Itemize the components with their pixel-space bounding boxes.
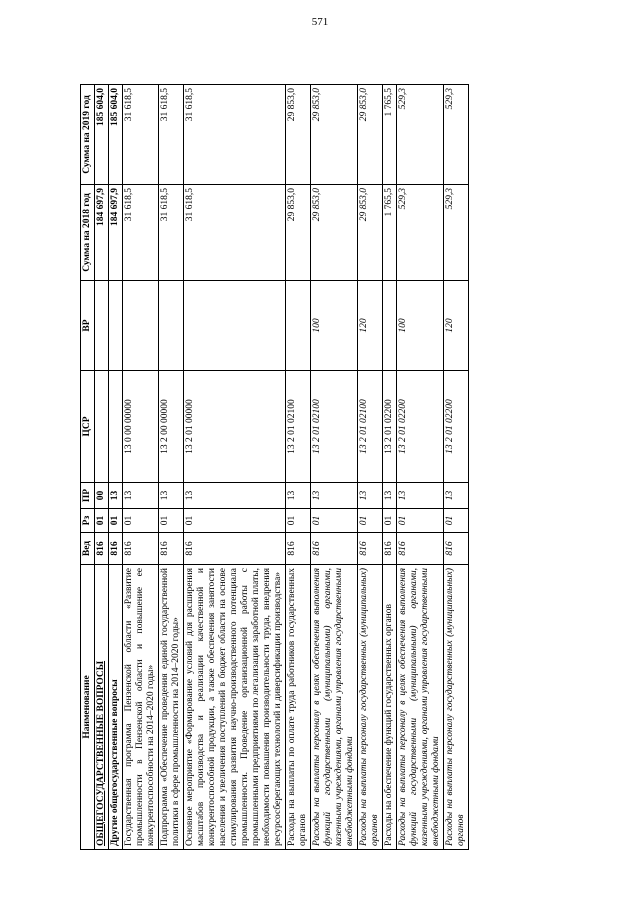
budget-table-container: [80, 85, 570, 850]
cell-ved: 816: [286, 533, 311, 565]
table-row: [311, 85, 358, 850]
cell-pr: 13: [311, 483, 358, 509]
table-row: [109, 85, 123, 850]
cell-ved: 816: [159, 533, 184, 565]
cell-sum-2019: 29 853,0: [358, 85, 383, 185]
cell-ved: 816: [444, 533, 469, 565]
cell-rz: 01: [444, 509, 469, 533]
cell-csr: 13 2 01 00000: [184, 371, 286, 483]
header-sum-2018: Сумма на 2018 год: [81, 185, 95, 281]
cell-name: Расходы на обеспечение функций государственных органов: [383, 565, 397, 850]
cell-ved: 816: [311, 533, 358, 565]
cell-rz: 01: [109, 509, 123, 533]
cell-csr: 13 2 01 02100: [311, 371, 358, 483]
cell-sum-2019: 31 618,5: [123, 85, 159, 185]
cell-name: Подпрограмма «Обеспечение проведения единой государственной политики в сфере промышленности на 2014–2020 годы»: [159, 565, 184, 850]
cell-vr: [383, 281, 397, 371]
table-row: [159, 85, 184, 850]
cell-sum-2019: 31 618,5: [159, 85, 184, 185]
cell-name: Расходы на выплаты персоналу в целях обеспечения выполнения функций государственными (муниципальными) органами, казенными учреждениями, органами управления государственными внебюджетными фондами: [311, 565, 358, 850]
header-name: Наименование: [81, 565, 95, 850]
cell-name: Другие общегосударственные вопросы: [109, 565, 123, 850]
cell-name: Расходы на выплаты персоналу в целях обеспечения выполнения функций государственными (муниципальными) органами, казенными учреждениями, органами управления государственными внебюджетными фондами: [397, 565, 444, 850]
cell-pr: 13: [358, 483, 383, 509]
cell-name: Расходы на выплаты персоналу государственных (муниципальных) органов: [444, 565, 469, 850]
cell-rz: 01: [123, 509, 159, 533]
cell-pr: 13: [184, 483, 286, 509]
cell-sum-2019: 29 853,0: [286, 85, 311, 185]
table-body: [95, 85, 469, 850]
cell-rz: 01: [311, 509, 358, 533]
cell-sum-2018: 31 618,5: [123, 185, 159, 281]
cell-sum-2018: 1 765,5: [383, 185, 397, 281]
cell-ved: 816: [383, 533, 397, 565]
header-ved: Вед: [81, 533, 95, 565]
table-row: [358, 85, 383, 850]
cell-sum-2019: 31 618,5: [184, 85, 286, 185]
cell-pr: 13: [286, 483, 311, 509]
cell-sum-2018: 29 853,0: [286, 185, 311, 281]
cell-name: Расходы на выплаты по оплате труда работников государственных органов: [286, 565, 311, 850]
cell-rz: 01: [184, 509, 286, 533]
cell-vr: [159, 281, 184, 371]
cell-rz: 01: [286, 509, 311, 533]
table-row: [286, 85, 311, 850]
cell-sum-2019: 185 604,0: [109, 85, 123, 185]
cell-vr: 100: [397, 281, 444, 371]
cell-pr: 13: [397, 483, 444, 509]
cell-vr: 120: [358, 281, 383, 371]
table-row: [397, 85, 444, 850]
page-number: 571: [311, 16, 329, 28]
cell-csr: 13 0 00 00000: [123, 371, 159, 483]
cell-csr: 13 2 00 00000: [159, 371, 184, 483]
table-row: [123, 85, 159, 850]
header-vr: ВР: [81, 281, 95, 371]
cell-pr: 13: [109, 483, 123, 509]
table-row: [95, 85, 109, 850]
cell-sum-2018: 31 618,5: [184, 185, 286, 281]
cell-sum-2019: 29 853,0: [311, 85, 358, 185]
table-header-row: [81, 85, 95, 850]
cell-csr: 13 2 01 02100: [358, 371, 383, 483]
cell-csr: [95, 371, 109, 483]
cell-name: Государственная программа Пензенской области «Развитие промышленности в Пензенской области и повышение ее конкурентоспособности на 2014–2020 годы»: [123, 565, 159, 850]
cell-sum-2018: 529,3: [397, 185, 444, 281]
cell-sum-2018: 184 697,9: [95, 185, 109, 281]
header-pr: ПР: [81, 483, 95, 509]
cell-rz: 01: [95, 509, 109, 533]
cell-sum-2019: 185 604,0: [95, 85, 109, 185]
cell-csr: 13 2 01 02100: [286, 371, 311, 483]
cell-pr: 13: [123, 483, 159, 509]
cell-pr: 13: [383, 483, 397, 509]
cell-vr: 120: [444, 281, 469, 371]
cell-vr: [109, 281, 123, 371]
cell-sum-2019: 529,3: [444, 85, 469, 185]
cell-ved: 816: [358, 533, 383, 565]
cell-sum-2018: 29 853,0: [358, 185, 383, 281]
cell-vr: [123, 281, 159, 371]
cell-rz: 01: [397, 509, 444, 533]
cell-rz: 01: [358, 509, 383, 533]
cell-name: ОБЩЕГОСУДАРСТВЕННЫЕ ВОПРОСЫ: [95, 565, 109, 850]
cell-ved: 816: [184, 533, 286, 565]
cell-sum-2019: 529,3: [397, 85, 444, 185]
table-row: [184, 85, 286, 850]
cell-csr: 13 2 01 02200: [383, 371, 397, 483]
table-row: [383, 85, 397, 850]
header-sum-2019: Сумма на 2019 год: [81, 85, 95, 185]
table-row: [444, 85, 469, 850]
cell-sum-2018: 29 853,0: [311, 185, 358, 281]
cell-pr: 00: [95, 483, 109, 509]
cell-sum-2018: 529,3: [444, 185, 469, 281]
cell-csr: 13 2 01 02200: [444, 371, 469, 483]
cell-csr: [109, 371, 123, 483]
cell-sum-2018: 184 697,9: [109, 185, 123, 281]
cell-vr: [95, 281, 109, 371]
cell-ved: 816: [123, 533, 159, 565]
cell-rz: 01: [159, 509, 184, 533]
budget-table: [80, 84, 469, 850]
cell-ved: 816: [397, 533, 444, 565]
cell-csr: 13 2 01 02200: [397, 371, 444, 483]
cell-vr: [286, 281, 311, 371]
cell-ved: 816: [95, 533, 109, 565]
header-rz: Рз: [81, 509, 95, 533]
cell-pr: 13: [444, 483, 469, 509]
header-csr: ЦСР: [81, 371, 95, 483]
cell-vr: [184, 281, 286, 371]
cell-pr: 13: [159, 483, 184, 509]
cell-name: Расходы на выплаты персоналу государственных (муниципальных) органов: [358, 565, 383, 850]
cell-sum-2019: 1 765,5: [383, 85, 397, 185]
cell-rz: 01: [383, 509, 397, 533]
cell-vr: 100: [311, 281, 358, 371]
cell-sum-2018: 31 618,5: [159, 185, 184, 281]
cell-name: Основное мероприятие «Формирование условий для расширения масштабов производства и реализации качественной и конкурентоспособной продукции, а также обеспечения занятости населения и увеличения поступлений в бюджет области на основе стимулирования развития научно-производственного потенциала промышленности. Проведение организационной работы с промышленными предприятиями по легализации заработной платы, необходимости повышения производительности труда, внедрения ресурсосберегающих технологий и диверсификации производства»: [184, 565, 286, 850]
cell-ved: 816: [109, 533, 123, 565]
